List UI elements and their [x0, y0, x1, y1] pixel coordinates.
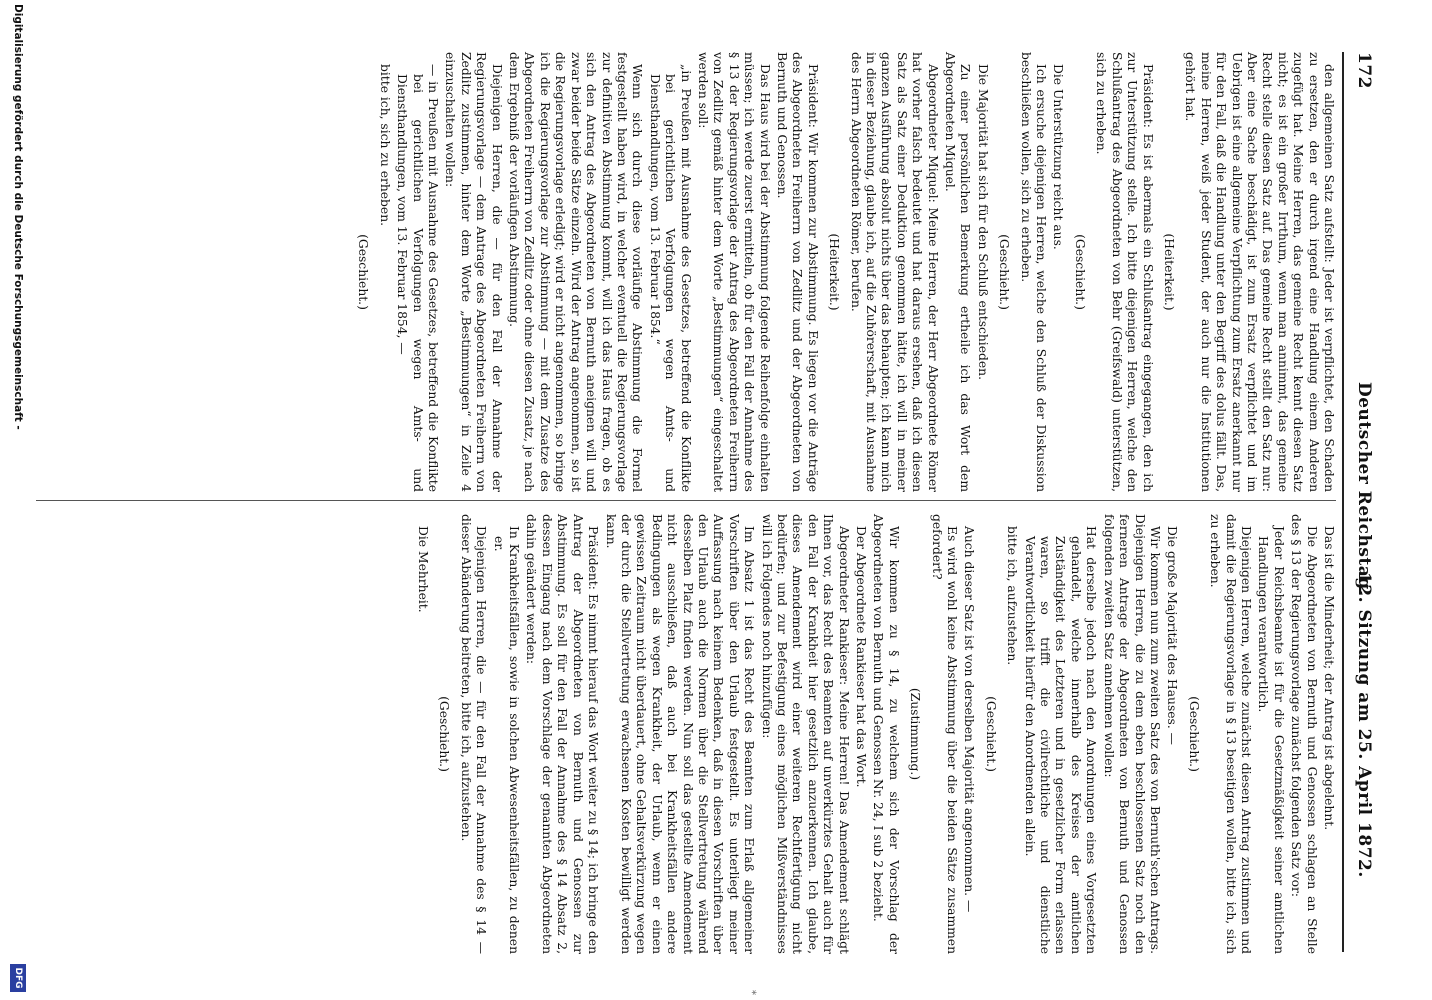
publication-title: Deutscher Reichstag.: [1354, 382, 1374, 597]
paragraph: Wir kommen nun zum zweiten Satz des von Bernuth'schen Antrags. Diejenigen Herren, die zu dem eben beschlossenen Satz noch den ferneren Antrage der Abgeordneten von Bernuth und Genossen folgenden zweiten Satz annehmen wollen:: [1101, 514, 1162, 954]
paragraph: Jeder Reichsbeamte ist für die Gesetzmäßigkeit seiner amtlichen Handlungen verantwortlich.: [1256, 526, 1286, 954]
paragraph: Wir kommen zu § 14, zu welchem sich der Vorschlag der Abgeordneten von Bernuth und Genossen Nr. 24, I sub 2 bezieht.: [871, 514, 901, 954]
right-column: [413, 514, 1336, 954]
paragraph: — in Preußen mit Ausnahme des Gesetzes, betreffend die Konflikte bei gerichtlichen Verfolgungen wegen Amts- und Diensthandlungen, vom 13. Februar 1854, —: [395, 64, 441, 492]
paragraph: (Geschieht.): [983, 696, 998, 772]
page-number: 172: [1354, 52, 1374, 89]
page-mark: *: [746, 990, 757, 995]
column-divider: [36, 500, 1336, 501]
paragraph: Diejenigen Herren, die — für den Fall der Annahme der Regierungsvorlage — dem Antrage des Abgeordneten Freiherrn von Zedlitz zustimmen, hinter dem Worte „Bestimmungen“ in Zeile 4 einzuschalten wollen:: [443, 52, 504, 492]
paragraph: (Heiterkeit.): [1161, 233, 1176, 311]
paragraph: (Geschieht.): [356, 234, 371, 310]
paragraph: bitte ich, sich zu erheben.: [377, 64, 392, 227]
paragraph: Die Mehrheit.: [416, 526, 431, 613]
paragraph: Ich ersuche diejenigen Herren, welche den Schluß der Diskussion beschließen wollen, sich zu erheben.: [1018, 52, 1049, 492]
paragraph: Präsident: Wir kommen zur Abstimmung. Es liegen vor die Anträge des Abgeordneten Freiherrn von Zedlitz und der Abgeordneten von Bernuth und Genossen.: [775, 52, 820, 492]
paragraph: Auch dieser Satz ist von derselben Majorität angenommen. —: [962, 526, 977, 913]
paragraph: Die Abgeordneten von Bernuth und Genossen schlagen an Stelle des § 13 der Regierungsvorlage zunächst folgenden Satz vor:: [1289, 514, 1319, 954]
paragraph: Präsident: Es nimmt hierauf das Wort weiter zu § 14; ich bringe den Antrag der Abgeordneten von Bernuth und Genossen zur Abstimmung. Es soll für den Fall der Annahme des § 14 Absatz 2, dessen Eingang nach dem Vorschlage der genannten Abgeordneten dahin geändert werden:: [524, 514, 601, 954]
paragraph: Hat derselbe jedoch nach den Anordnungen eines Vorgesetzten gehandelt, welche innerhalb des Kreises der amtlichen Zuständigkeit des Letzteren und in gesetzlicher Form erlassen waren, so trifft die civilrechtliche und dienstliche Verantwortlichkeit hierfür den Anordnenden allein.: [1022, 526, 1099, 954]
header-rule: [1342, 52, 1344, 952]
paragraph: Der Abgeordnete Rankieser hat das Wort.: [854, 526, 869, 788]
paragraph: Wenn sich durch diese vorläufige Abstimmung die Formel festgestellt haben wird, in welcher eventuell die Regierungsvorlage zur definitiven Abstimmung kommt, will ich das Haus fragen, ob es sich den Antrag des Abgeordneten von Bernuth aneignen will und zwar beider beide Sätze einzeln. Wird der Antrag angenommen, so ist die Regierungsvorlage erledigt; wird er nicht angenommen, so bringe ich die Regierungsvorlage zur Abstimmung — mit dem Zusatze des Abgeordneten Freiherrn von Zedlitz oder ohne diesen Zusatz, je nach dem Ergebniß der vorläufigen Abstimmung.: [507, 52, 645, 492]
footer: [4, 0, 30, 1000]
page-header: [1344, 52, 1374, 952]
paragraph: Diejenigen Herren, welche zunächst diesen Antrag zustimmen und damit die Regierungsvorlage in § 13 beseitigen wollen, bitte ich, sich zu erheben.: [1208, 514, 1253, 954]
paragraph: „in Preußen mit Ausnahme des Gesetzes, betreffend die Konflikte bei gerichtlichen Verfolgungen wegen Amts- und Diensthandlungen, vom 13. Februar 1854.“: [647, 64, 693, 492]
paragraph: Präsident: Es ist abermals ein Schlußantrag eingegangen, den ich zur Unterstützung stelle. Ich bitte diejenigen Herren, welche den Schlußantrag des Abgeordneten von Behr (Greifswald) unterstützen, sich zu erheben.: [1094, 52, 1155, 492]
dfg-logo: DFG: [10, 964, 26, 992]
paragraph: Die Unterstützung reicht aus.: [1051, 64, 1066, 250]
paragraph: Abgeordneter Rankieser: Meine Herren! Das Amendement schlägt Ihnen vor, das Recht des Beamten auf unverkürztes Gehalt auch für den Fall der Krankheit hier gesetzlich anzuerkennen. Ich glaube, dieses Amendement wird einer weiteren Rechtfertigung nicht bedürfen; und zur Befestigung eines möglichen Mißverständnisses will ich Folgendes noch hinzufügen:: [759, 514, 851, 954]
digitization-credit: Digitalisierung gefördert durch die Deutsche Forschungsgemeinschaft -: [12, 4, 24, 430]
paragraph: bitte ich, aufzustehen.: [1005, 526, 1020, 666]
paragraph: Die große Majorität des Hauses. —: [1165, 526, 1180, 745]
paragraph: Diejenigen Herren, die — für den Fall der Annahme des § 14 — dieser Abänderung beitreten, bitte ich, aufzustehen.: [458, 514, 489, 954]
paragraph: (Geschieht.): [437, 696, 452, 772]
paragraph: Im Absatz 1 ist das Recht des Beamten zum Erlaß allgemeiner Vorschriften über den Urlaub festgestellt. Es unterliegt meiner Auffassung nach keinem Bedenken, daß in diesen Vorschriften über den Urlaub auch die Normen über die Stellvertretung während desselben Platz finden werden. Nun soll das gestellte Amendement nicht ausschließen, daß auch bei Krankheitsfällen andere Bedingungen als wegen Krankheit, der Urlaub, wenn er einen gewissen Zeitraum nicht überdauert, ohne Gehaltsverkürzung wegen der durch die Stellvertretung erwachsenen Kosten bewilligt werden kann.: [603, 514, 757, 954]
paragraph: Die Majorität hat sich für den Schluß entschieden.: [975, 64, 990, 380]
paragraph: Es wird wohl keine Abstimmung über die beiden Sätze zusammen gefordert?: [929, 514, 960, 954]
paragraph: (Zustimmung.): [908, 687, 923, 781]
paragraph: (Heiterkeit.): [827, 233, 842, 311]
paragraph: (Geschieht.): [1186, 696, 1201, 772]
left-column: [349, 52, 1336, 492]
paragraph: den allgemeinen Satz aufstellt: Jeder ist verpflichtet, den Schaden zu ersetzen, den er durch irgend eine Handlung einem Anderen zugefügt hat. Meine Herren, das gemeine Recht kennt diesen Satz nicht; es ist ein großer Irrthum, wenn man annimmt, das gemeine Recht stelle diesen Satz auf. Das gemeine Recht stellt den Satz nur: Aber eine Sache beschädigt, ist zum Ersatz verpflichtet und im Uebrigen ist eine allgemeine Verpflichtung zum Ersatz anerkannt nur für den Fall, daß die Handlung unter den Begriff des dolus fällt. Das, meine Herren, weiß jeder Student, der auch nur die Institutionen gehört hat.: [1183, 52, 1336, 492]
paragraph: (Geschieht.): [1072, 234, 1087, 310]
paragraph: Abgeordneter Miquel: Meine Herren, der Herr Abgeordnete Römer hat vorher falsch bedeutet und hat daraus ersehen, daß ich diesen Satz als Satz einer Deduktion genommen hätte, ich will in meiner ganzen Ausführung absolut nichts über das behaupten; ich kann mich in dieser Beziehung, glaube ich, auf die Zuhörerschaft, mit Ausnahme des Herrn Abgeordneten Römer, berufen.: [848, 52, 940, 492]
paragraph: Das ist die Minderheit; der Antrag ist abgelehnt.: [1322, 526, 1336, 831]
paragraph: In Krankheitsfällen, sowie in solchen Abwesenheitsfällen, zu denen er.: [491, 526, 522, 954]
session-title: 12. Sitzung am 25. April 1872.: [1354, 572, 1374, 878]
paragraph: Zu einer persönlichen Bemerkung ertheile ich das Wort dem Abgeordneten Miquel.: [943, 52, 973, 492]
paragraph: (Geschieht.): [997, 234, 1012, 310]
paragraph: Das Haus wird bei der Abstimmung folgende Reihenfolge einhalten müssen; ich werde zuerst ermitteln, ob für den Fall der Annahme des § 13 der Regierungsvorlage der Antrag des Abgeordneten Freiherrn von Zedlitz gemäß hinter dem Worte „Bestimmungen“ eingeschaltet werden soll:: [695, 52, 772, 492]
